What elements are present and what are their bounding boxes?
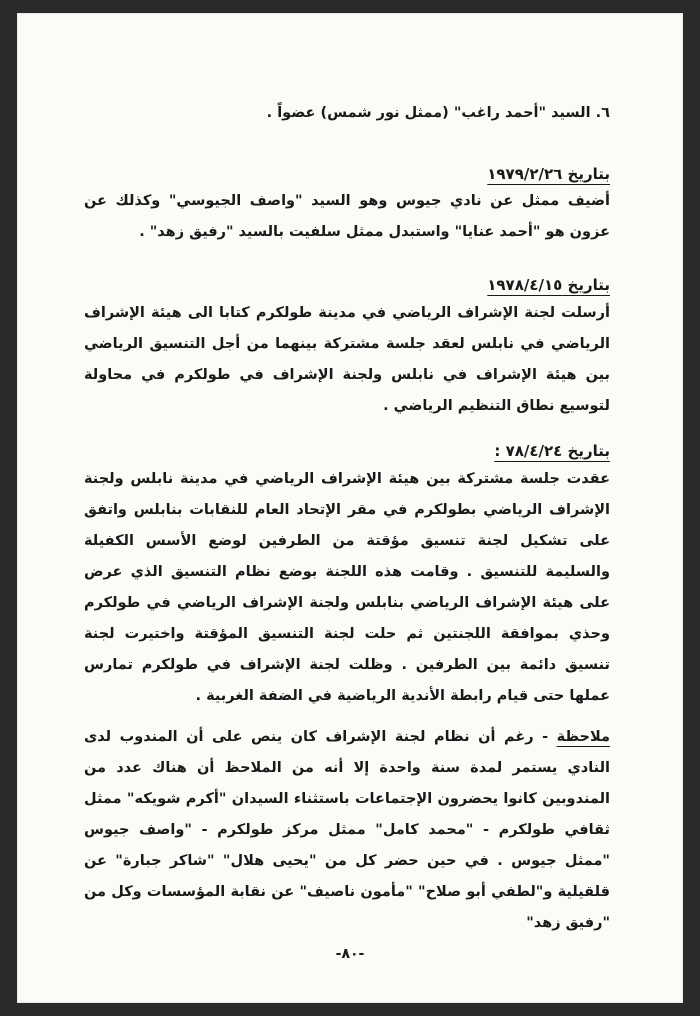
page-number: -٨٠-	[335, 946, 365, 962]
date-heading-3: بتاريخ ٧٨/٤/٢٤ :	[494, 442, 610, 460]
date-heading-1: بتاريخ ١٩٧٩/٢/٢٦	[487, 165, 610, 183]
paragraph-1: أضيف ممثل عن نادي جيوس وهو السيد "واصف الجيوسي" وكذلك عن عزون هو "أحمد عنايا" واستبدل ممثل سلفيت بالسيد "رفيق زهد" .	[84, 193, 610, 240]
note-label: ملاحظة	[556, 729, 610, 745]
list-item-6: ٦. السيد "أحمد راغب" (ممثل نور شمس) عضواً .	[266, 105, 610, 121]
date-heading-2: بتاريخ ١٩٧٨/٤/١٥	[487, 276, 610, 294]
note-text: - رغم أن نظام لجنة الإشراف كان ينص على أن المندوب لدى النادي يستمر لمدة سنة واحدة إلا أنه من الملاحظ أن هناك عدد من المندوبين كانوا يحضرون الإجتماعات باستثناء السيدان "أكرم شويكه" ممثل ثقافي طولكرم - "محمد كامل" ممثل مركز طولكرم - "واصف جيوس "ممثل جيوس . في حين حضر كل من "يحيى هلال" "شاكر جبارة" عن قلقيلية و"لطفي أبو صلاح" "مأمون ناصيف" عن نقابة المؤسسات وكل من "رفيق زهد"	[84, 729, 610, 931]
paragraph-2: أرسلت لجنة الإشراف الرياضي في مدينة طولكرم كتابا الى هيئة الإشراف الرياضي في نابلس لعقد جلسة مشتركة بينهما من أجل التنسيق الرياضي بين هيئة الإشراف في نابلس ولجنة الإشراف في طولكرم في محاولة لتوسيع نطاق التنظيم الرياضي .	[84, 305, 610, 414]
note-paragraph	[84, 722, 610, 939]
paragraph-3: عقدت جلسة مشتركة بين هيئة الإشراف الرياضي في مدينة نابلس ولجنة الإشراف الرياضي بطولكرم في مقر الإتحاد العام للنقابات بنابلس واتفق على تشكيل لجنة تنسيق مؤقتة من الطرفين لوضع الأسس الكفيلة والسليمة للتنسيق . وقامت هذه اللجنة بوضع نظام التنسيق الذي عرض على هيئة الإشراف الرياضي بنابلس ولجنة الإشراف الرياضي في طولكرم وحذي بموافقة اللجنتين ثم حلت لجنة التنسيق المؤقتة واختيرت لجنة تنسيق دائمة بين الطرفين . وظلت لجنة الإشراف في طولكرم تمارس عملها حتى قيام رابطة الأندية الرياضية في الضفة الغربية .	[84, 471, 610, 704]
document-page	[18, 14, 682, 1002]
